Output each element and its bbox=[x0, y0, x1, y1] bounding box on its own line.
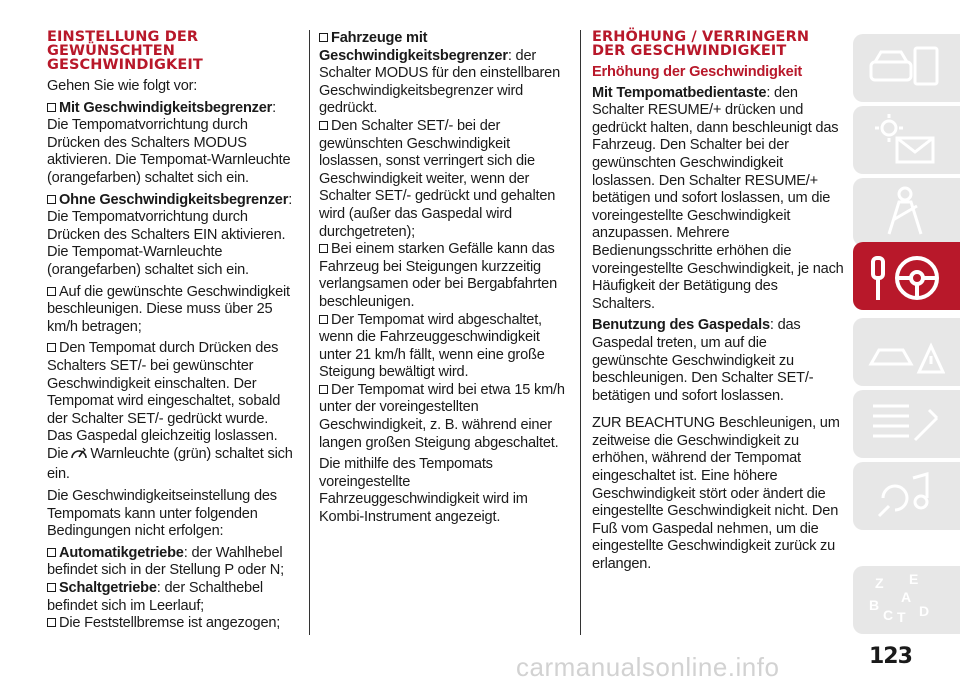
index-letter: B bbox=[869, 597, 880, 613]
bullet-item: Mit Geschwindigkeitsbegrenzer: Die Tempomatvorrichtung durch Drücken des Schalters MODUS aktivieren. Die Tempomat-Warnleuchte (orangefarben) schaltet sich ein. bbox=[47, 99, 291, 186]
display-info-text: Die mithilfe des Tempomats voreingestellte Fahrzeuggeschwindigkeit wird im Kombi-Instrument angezeigt. bbox=[319, 456, 528, 526]
column-divider bbox=[309, 30, 310, 635]
index-letter: A bbox=[901, 589, 912, 605]
bullet-item: Auf die gewünschte Geschwindigkeit beschleunigen. Diese muss über 25 km/h betragen; bbox=[47, 283, 290, 335]
bullet-item: Den Tempomat durch Drücken des Schalters SET/- bei gewünschter Geschwindigkeit einschalten. Der Tempomat wird eingeschaltet, sobald der Schalter SET/- gedrückt wurde. bbox=[47, 340, 281, 427]
bullet-square-icon bbox=[47, 618, 56, 627]
paragraph-tempomat: Mit Tempomatbedientaste: den Schalter RESUME/+ drücken und gedrückt halten, dann beschleunigt das Fahrzeug. Den Schalter bei der gewünschten Geschwindigkeit loslassen. Den Schalter RESUME/+ betätigen und sofort loslassen, um die voreingestellte Geschwindigkeit anzupassen. Mehrere Bedienungsschritte erhöhen die voreingestellte Geschwindigkeit, je nach Häufigkeit der Betätigung des Schalters. bbox=[592, 84, 844, 312]
index-letter: D bbox=[919, 603, 930, 619]
bullet-item: Der Tempomat wird bei etwa 15 km/h unter der voreingestellten Geschwindigkeit, z. B. während einer langen großen Steigung abgeschaltet. bbox=[319, 381, 565, 451]
column-middle bbox=[319, 30, 565, 531]
bullet-square-icon bbox=[319, 315, 328, 324]
bullet-item: Bei einem starken Gefälle kann das Fahrzeug bei Steigungen kurzzeitig verlangsamen oder bei Bergabfahrten beschleunigen. bbox=[319, 241, 558, 310]
column-right bbox=[592, 30, 844, 578]
column-left bbox=[47, 30, 297, 633]
conditions-text: Die Geschwindigkeitseinstellung des Tempomats kann unter folgenden Bedingungen nicht erfolgen: bbox=[47, 488, 277, 540]
maintenance-icon bbox=[865, 396, 945, 452]
bullet-item: Fahrzeuge mit Geschwindigkeitsbegrenzer: der Schalter MODUS für den einstellbaren Geschwindigkeitsbegrenzer wird gedrückt. bbox=[319, 30, 561, 117]
driving-icon bbox=[865, 248, 945, 304]
subheading-erhoehung: Erhöhung der Geschwindigkeit bbox=[592, 64, 803, 80]
bullet-square-icon bbox=[319, 33, 328, 42]
paragraph-gaspedal: Benutzung des Gaspedals: das Gaspedal treten, um auf die gewünschte Geschwindigkeit zu beschleunigen. Den Schalter SET/- betätigen und sofort loslassen. bbox=[592, 317, 814, 404]
bullet-square-icon bbox=[47, 583, 56, 592]
bullet-item: Die Feststellbremse ist angezogen; bbox=[47, 615, 297, 633]
sidebar-tab-safety[interactable] bbox=[853, 178, 960, 246]
bullet-square-icon bbox=[47, 287, 56, 296]
bullet-item: Den Schalter SET/- bei der gewünschten Geschwindigkeit loslassen, sonst verringert sich die Geschwindigkeit weiter, wenn der Schalter SET/- gedrückt und gehalten wird (außer das Gaspedal wird durchgetreten); bbox=[319, 117, 556, 240]
sidebar-tab-emergency[interactable] bbox=[853, 318, 960, 386]
cruise-control-lamp-icon bbox=[70, 446, 88, 467]
sidebar-tab-warnings[interactable] bbox=[853, 106, 960, 174]
section-title-einstellung: EINSTELLUNG DER GEWÜNSCHTEN GESCHWINDIGKEIT bbox=[47, 29, 203, 73]
watermark: carmanualsonline.info bbox=[516, 652, 780, 678]
sidebar-tab-dashboard[interactable] bbox=[853, 34, 960, 102]
car-dashboard-icon bbox=[865, 40, 945, 96]
index-letter: C bbox=[883, 607, 894, 623]
lamp-text: Die Warnleuchte (grün) schaltet sich ein. bbox=[47, 445, 293, 483]
bullet-square-icon bbox=[47, 103, 56, 112]
bullet-item: Automatikgetriebe: der Wahlhebel befindet sich in der Stellung P oder N; bbox=[47, 544, 284, 579]
note-text: ZUR BEACHTUNG Beschleunigen, um zeitweise die Geschwindigkeit zu erhöhen, während der Tempomat eingeschaltet ist. Eine höhere Geschwindigkeit stört oder ändert die eingestellte Geschwindigkeit nicht. Den Fuß vom Gaspedal nehmen, um die eingestellte Geschwindigkeit zurück zu erlangen. bbox=[592, 415, 840, 573]
sidebar-tab-driving[interactable] bbox=[853, 242, 960, 310]
column-divider bbox=[580, 30, 581, 635]
safety-icon bbox=[865, 184, 945, 240]
bullet-square-icon bbox=[47, 195, 56, 204]
emergency-icon bbox=[865, 324, 945, 380]
bullet-square-icon bbox=[319, 244, 328, 253]
index-letter: E bbox=[909, 572, 919, 587]
sidebar-tab-index[interactable] bbox=[853, 566, 960, 634]
sidebar-tab-technical[interactable] bbox=[853, 462, 960, 530]
bullet-square-icon bbox=[319, 385, 328, 394]
bullet-item: Der Tempomat wird abgeschaltet, wenn die Fahrzeuggeschwindigkeit unter 21 km/h fällt, wenn eine große Steigung bewältigt wird. bbox=[319, 311, 545, 381]
page-number: 123 bbox=[869, 644, 912, 669]
bullet-square-icon bbox=[47, 343, 56, 352]
section-title-erhoehung: ERHÖHUNG / VERRINGERN DER GESCHWINDIGKEIT bbox=[592, 29, 810, 59]
bullet-item: Schaltgetriebe: der Schalthebel befindet sich im Leerlauf; bbox=[47, 580, 263, 614]
technical-data-icon bbox=[865, 468, 945, 524]
index-icon bbox=[865, 572, 945, 628]
warning-lights-icon bbox=[865, 112, 945, 168]
sidebar-tab-maintenance[interactable] bbox=[853, 390, 960, 458]
index-letter: Z bbox=[875, 575, 884, 591]
release-text: Das Gaspedal gleichzeitig loslassen. bbox=[47, 428, 278, 445]
intro-text: Gehen Sie wie folgt vor: bbox=[47, 78, 198, 94]
bullet-square-icon bbox=[47, 548, 56, 557]
bullet-square-icon bbox=[319, 121, 328, 130]
index-letter: T bbox=[897, 609, 906, 625]
bullet-item: Ohne Geschwindigkeitsbegrenzer: Die Tempomatvorrichtung durch Drücken des Schalters EIN aktivieren. Die Tempomat-Warnleuchte (orangefarben) schaltet sich ein. bbox=[47, 191, 293, 278]
